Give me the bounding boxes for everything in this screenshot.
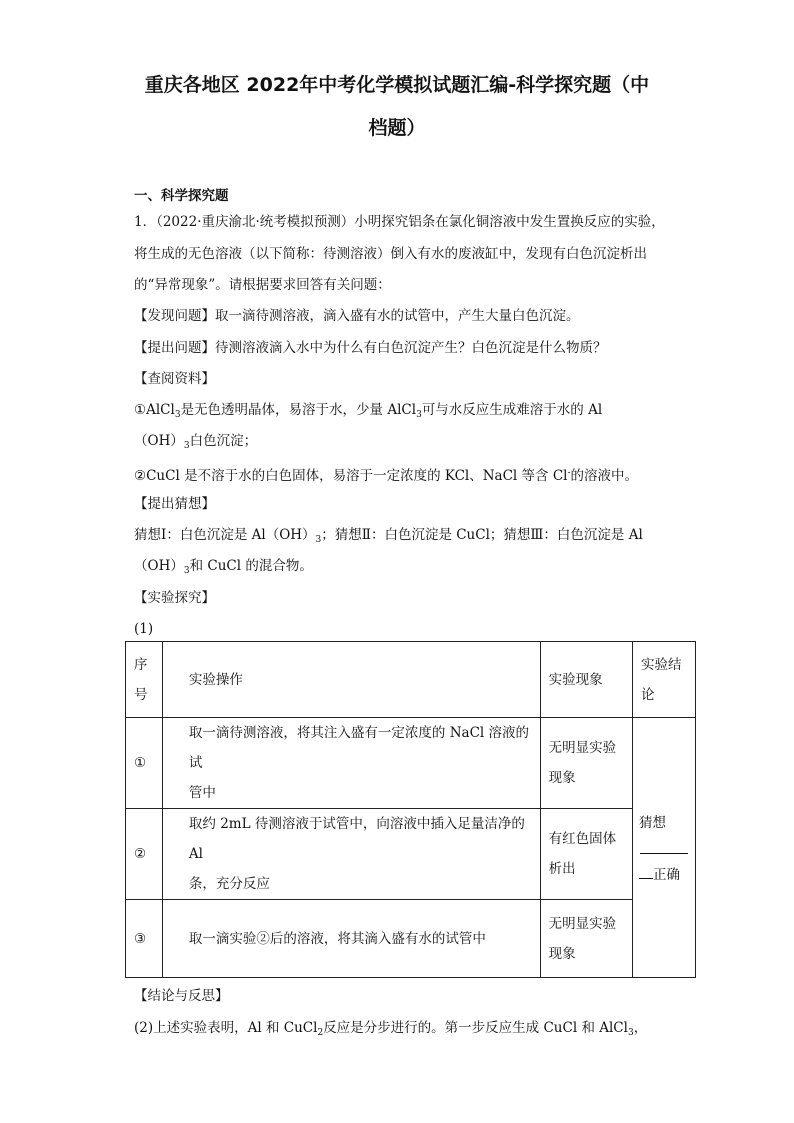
section-heading: 一、科学探究题 [134, 188, 229, 204]
question-intro-line2: 将生成的无色溶液（以下简称：待测溶液）倒入有水的废液缸中，发现有白色沉淀析出 [134, 246, 647, 262]
lookup-heading: 【查阅资料】 [134, 371, 215, 387]
header-seq: 序 号 [126, 642, 163, 718]
info-item-1: ①AlCl$_3$是无色透明晶体，易溶于水，少量 AlCl$_3$可与水反应生成难溶于水的 Al [134, 402, 603, 420]
row-operation: 取一滴实验②后的溶液，将其滴入盛有水的试管中 [162, 900, 540, 978]
row-number: ② [126, 809, 163, 900]
table-row [126, 718, 696, 809]
row-phenomenon: 无明显实验 现象 [540, 718, 632, 809]
info-item-2: ②CuCl 是不溶于水的白色固体，易溶于一定浓度的 KCl、NaCl 等含 Cl-的溶液中。 [134, 468, 639, 484]
row-number: ③ [126, 900, 163, 978]
table-row [126, 809, 696, 900]
discover-problem: 【发现问题】取一滴待测溶液，滴入盛有水的试管中，产生大量白色沉淀。 [134, 308, 580, 324]
table-row [126, 900, 696, 978]
header-phenomenon: 实验现象 [540, 642, 632, 718]
document-title-line1: 重庆各地区 2022年中考化学模拟试题汇编-科学探究题（中 [144, 74, 650, 96]
explore-heading: 【实验探究】 [134, 590, 215, 606]
row-operation: 取一滴待测溶液，将其注入盛有一定浓度的 NaCl 溶液的试 管中 [162, 718, 540, 809]
header-conclusion: 实验结 论 [633, 642, 696, 718]
question-intro-line3: 的“异常现象”。请根据要求回答有关问题： [134, 277, 391, 293]
row-phenomenon: 有红色固体 析出 [540, 809, 632, 900]
info-item-1-cont: $(OH)_3$白色沉淀； [134, 433, 258, 451]
guess-line1: 猜想Ⅰ：白色沉淀是 $Al(OH)_3$；猜想Ⅱ：白色沉淀是 CuCl；猜想Ⅲ：白色沉淀是 Al [134, 527, 643, 545]
row-phenomenon: 无明显实验 现象 [540, 900, 632, 978]
part-2-line: (2)上述实验表明，Al 和 CuCl$_2$反应是分步进行的。第一步反应生成 CuCl 和 AlCl$_3$， [134, 1020, 648, 1038]
answer-blank [639, 835, 689, 865]
raise-question: 【提出问题】待测溶液滴入水中为什么有白色沉淀产生？白色沉淀是什么物质？ [134, 340, 607, 356]
guess-line2: $(OH)_3$和 CuCl 的混合物。 [134, 558, 313, 576]
guess-heading: 【提出猜想】 [134, 496, 215, 512]
conclusion-correct: 正确 [639, 865, 689, 885]
row-operation: 取约 2mL 待测溶液于试管中，向溶液中插入足量洁净的 Al 条，充分反应 [162, 809, 540, 900]
row-number: ① [126, 718, 163, 809]
conclusion-heading: 【结论与反思】 [134, 988, 229, 1004]
part-1-label: (1) [134, 621, 154, 637]
conclusion-guess-label: 猜想 [639, 814, 666, 831]
table-header-row [126, 642, 696, 718]
experiment-table [125, 641, 696, 978]
header-operation: 实验操作 [162, 642, 540, 718]
question-intro-line1: 1．（2022·重庆渝北·统考模拟预测）小明探究铝条在氯化铜溶液中发生置换反应的实验， [134, 214, 665, 230]
document-title-line2: 档题） [368, 117, 426, 139]
conclusion-cell [633, 718, 696, 978]
